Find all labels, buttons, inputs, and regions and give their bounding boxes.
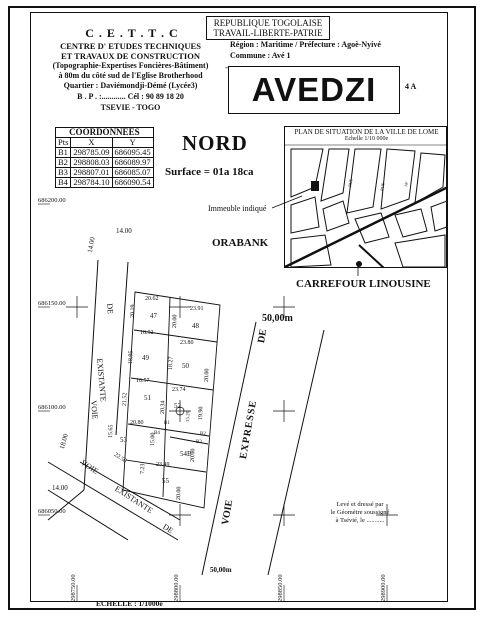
- point-b4: B4: [154, 431, 160, 436]
- parcel-49: 49: [142, 354, 149, 362]
- grid-x-label: 298750.00: [70, 574, 77, 602]
- region-line: Région : Maritime / Préfecture : Agoè-Nyivé: [230, 40, 381, 49]
- coord-cell: B2: [56, 158, 71, 168]
- office-line-1: CENTRE D' ETUDES TECHNIQUES: [60, 41, 201, 51]
- coord-cell: 686095.45: [112, 148, 153, 158]
- dim-14-bottom: 14.00: [52, 484, 68, 492]
- existing-road-label-1: DE: [105, 303, 115, 315]
- office-line-6: B . P . :............ Cél : 90 89 18 20: [77, 92, 184, 101]
- lower-road-label-1: VOIE: [79, 458, 101, 476]
- svg-text:RUE: RUE: [347, 178, 354, 188]
- commune-line: Commune : Avé 1: [230, 51, 291, 60]
- signature-line-1: Levé et dressé par: [336, 501, 384, 508]
- svg-text:AV: AV: [403, 181, 409, 188]
- lower-road-label-2: EXISTANTE: [113, 484, 155, 516]
- dim-label: 20.00: [176, 486, 183, 501]
- dim-label: 20.62: [145, 296, 159, 302]
- crossroad-label: CARREFOUR LINOUSINE: [296, 278, 431, 290]
- coord-cell: 298784.10: [71, 178, 112, 188]
- signature-line-2: le Géomètre soussigné: [330, 509, 390, 516]
- coord-header-y: Y: [112, 138, 153, 148]
- office-line-4: à 80m du côté sud de l'Eglise Brotherhood: [58, 71, 203, 80]
- parcel-54b: 54B: [180, 450, 192, 458]
- office-acronym: C . E . T . T . C: [85, 26, 179, 40]
- dim-label: 7.23: [140, 463, 147, 475]
- dim-label: 20.34: [160, 400, 167, 415]
- dim-label: 20.00: [172, 314, 179, 329]
- express-road-label-3: VOIE: [220, 499, 236, 526]
- locality-stamp: AVEDZI: [251, 71, 377, 108]
- parcel-53: 53: [120, 436, 127, 444]
- office-line-5: Quartier : Daviémondji-Démé (Lycée3): [63, 81, 198, 90]
- building-label: Immeuble indiqué: [208, 204, 267, 213]
- grid-x-label: 298800.00: [173, 574, 180, 602]
- parcel-48: 48: [192, 322, 199, 330]
- dim-label: 23.49: [156, 462, 170, 468]
- republic-motto: TRAVAIL-LIBERTE-PATRIE: [213, 28, 323, 38]
- grid-y-label: 686150.00: [38, 300, 66, 307]
- coord-cell: 686089.97: [112, 158, 153, 168]
- dim-label: 20.80: [130, 420, 144, 426]
- coord-header-pts: Pts: [56, 138, 71, 148]
- office-line-7: TSEVIE - TOGO: [100, 103, 161, 112]
- svg-text:RUE: RUE: [379, 182, 386, 192]
- road-width-top: 50,00m: [262, 313, 293, 324]
- express-road-label-2: EXPRESSE: [238, 399, 260, 460]
- coord-cell: 686090.54: [112, 178, 153, 188]
- dim-label: 18.27: [168, 356, 175, 371]
- dim-label: 15.20: [186, 410, 192, 423]
- surveyor-signature: [310, 501, 410, 525]
- coord-cell: 686085.07: [112, 168, 153, 178]
- parcel-47: 47: [150, 312, 157, 320]
- road-width-bottom: 50,00m: [210, 566, 232, 574]
- dim-label: 16.57: [136, 378, 150, 384]
- coord-cell: B4: [56, 178, 71, 188]
- coord-header-x: X: [71, 138, 112, 148]
- dim-label: 15.00: [150, 432, 157, 447]
- coord-cell: 298785.09: [71, 148, 112, 158]
- header-partial-text: 4 A: [405, 82, 417, 91]
- dim-label: 23.80: [180, 340, 194, 346]
- dim-label: 18.92: [140, 330, 154, 336]
- parcel-52: 52: [174, 402, 181, 410]
- coordinates-title: COORDONNEES: [56, 128, 154, 138]
- dim-18: 18.00: [58, 432, 70, 451]
- coord-cell: B1: [56, 148, 71, 158]
- point-b3: B3: [196, 440, 202, 445]
- coord-cell: 298808.03: [71, 158, 112, 168]
- dim-label: 20.00: [190, 448, 197, 463]
- dim-label: 21.52: [122, 392, 129, 407]
- office-line-2: ET TRAVAUX DE CONSTRUCTION: [61, 51, 200, 61]
- coord-cell: B3: [56, 168, 71, 178]
- surface-label: Surface = 01a 18ca: [165, 166, 254, 178]
- signature-line-3: à Tsévié, le ...........: [335, 517, 385, 524]
- coord-cell: 298807.01: [71, 168, 112, 178]
- grid-x-label: 298850.00: [277, 574, 284, 602]
- office-line-3: (Topographie-Expertises Foncières-Bâtiment): [52, 61, 209, 70]
- parcel-55: 55: [162, 477, 169, 485]
- republic-name: REPUBLIQUE TOGOLAISE: [213, 18, 323, 28]
- location-map-title: PLAN DE SITUATION DE LA VILLE DE LOME: [294, 128, 439, 136]
- grid-y-label: 686200.00: [38, 197, 66, 204]
- grid-y-label: 686050.00: [38, 508, 66, 515]
- point-b1: B1: [164, 421, 170, 426]
- dim-label: 18.95: [128, 350, 135, 365]
- parcel-51: 51: [144, 394, 151, 402]
- dim-14-top: 14.00: [116, 227, 132, 235]
- dim-label: 23.91: [190, 306, 204, 312]
- dim-label: 20.19: [130, 304, 137, 319]
- dim-label: 19.90: [198, 406, 205, 421]
- point-b2: B2: [200, 432, 206, 437]
- scale-label: ECHELLE : 1/1000e: [96, 599, 163, 608]
- north-label: NORD: [182, 131, 248, 155]
- parcel-50: 50: [182, 362, 189, 370]
- grid-y-label: 686100.00: [38, 404, 66, 411]
- lower-road-label-3: DE: [161, 522, 175, 536]
- dim-label: 22.56: [112, 452, 128, 465]
- grid-x-label: 298900.00: [380, 574, 387, 602]
- dim-label: 23.74: [172, 387, 186, 393]
- dim-14-left: 14.00: [86, 236, 97, 254]
- express-road-label-1: DE: [256, 328, 270, 344]
- bank-label: ORABANK: [212, 237, 269, 249]
- dim-label: 15.65: [108, 424, 115, 439]
- existing-road-label-3: VOIE: [89, 400, 100, 420]
- dim-label: 20.00: [204, 368, 211, 383]
- existing-road-label-2: EXISTANTE: [95, 358, 108, 402]
- location-map-scale: Echelle 1/10 000e: [344, 136, 389, 142]
